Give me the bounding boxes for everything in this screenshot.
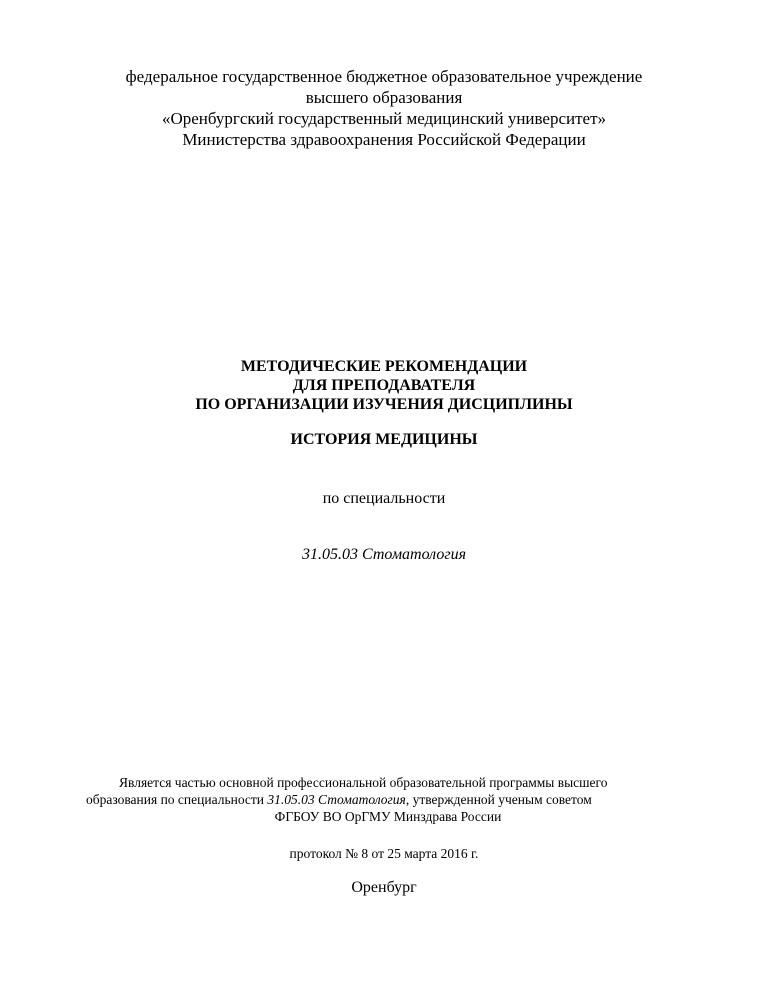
approval-note [86,774,690,825]
discipline-name: ИСТОРИЯ МЕДИЦИНЫ [290,431,478,448]
title-line: ДЛЯ ПРЕПОДАВАТЕЛЯ [292,377,476,394]
protocol-reference: протокол № 8 от 25 марта 2016 г. [289,846,479,861]
header-line: «Оренбургский государственный медицинский университет» [161,109,607,128]
specialty-code: 31.05.03 Стоматология [301,546,467,563]
header-line: федеральное государственное бюджетное образовательное учреждение [125,67,643,86]
institution-header [0,66,768,150]
approval-text: , утвержденной ученым советом [405,792,592,807]
header-line: высшего образования [305,88,463,107]
approval-line: Является частью основной профессиональной образовательной программы высшего [119,775,608,790]
approval-specialty: 31.05.03 Стоматология [267,792,406,807]
title-line: ПО ОРГАНИЗАЦИИ ИЗУЧЕНИЯ ДИСЦИПЛИНЫ [195,396,573,413]
document-title [0,357,768,414]
city-name: Оренбург [351,879,417,896]
title-line: МЕТОДИЧЕСКИЕ РЕКОМЕНДАЦИИ [240,358,528,375]
specialty-label: по специальности [322,490,446,507]
header-line: Министерства здравоохранения Российской Федерации [182,130,586,149]
approval-line: ФГБОУ ВО ОрГМУ Минздрава России [274,809,502,824]
approval-line [86,791,690,808]
approval-text: образования по специальности [86,792,268,807]
